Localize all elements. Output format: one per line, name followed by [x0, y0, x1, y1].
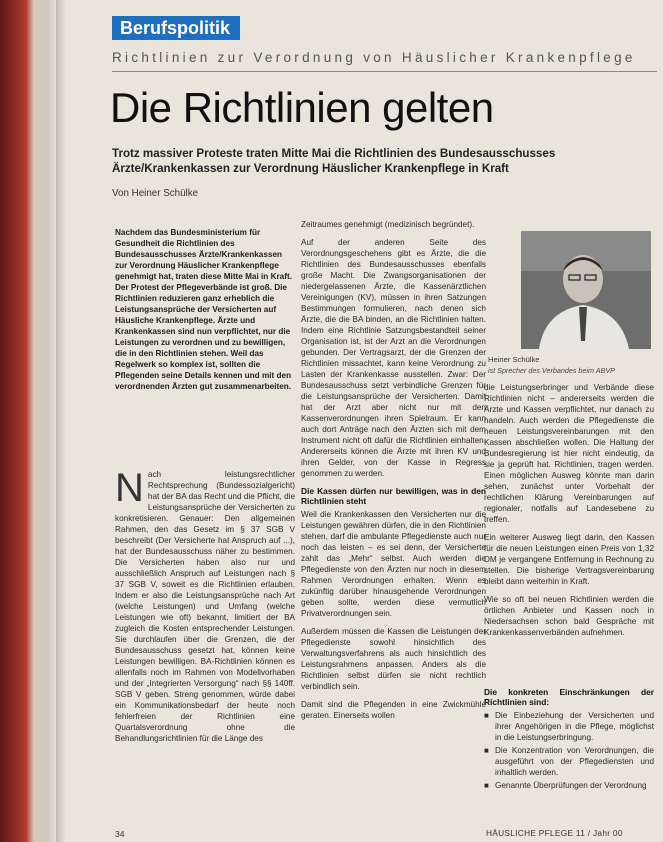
col2-paragraph-2: Auf der anderen Seite des Verordnungsgeschehens gibt es Ärzte, die die Richtlinien des Bundesausschusses ebenfalls große Macht. Die Zwangsorganisationen der niedergelassenen Ärzte, die Kassenärztlichen Vereinigungen (KV), müssen in ihren Satzungen Bestimmungen formulieren, nach denen sich Ärzte, die die BA binden, an die Richtlinien halten. Indem eine Richtlinie Satzungsbestandteil seiner Organisation ist, ist der Arzt an die Verordnungen gebunden. Der Vertragsarzt, der die Grenzen der Richtlinien missachtet, kann keine Verordnung zu Lasten der Krankenkasse ausstellen. Zwar: Der Bundesausschuss setzt verbindliche Grenzen für die Leistungsansprüche der Versicherten. Damit hat der Arzt aber nicht nur mit den Kassenverordnungen ihren Spielraum. Er kann auch dort Anträge nach den Ärzten sich mit dem Instrument nicht oft dafür die Richtlinien einhalten. Andererseits können die Ärzte mit ihren KV und ihren Gelder, von der Kasse in Regress genommen zu werden.	[301, 238, 486, 478]
photo-caption-name: Heiner Schülke	[488, 355, 540, 364]
intro-paragraph	[115, 227, 295, 457]
page-number: 34	[115, 829, 125, 839]
drop-cap: N	[115, 466, 144, 510]
byline: Von Heiner Schülke	[112, 188, 199, 199]
magazine-binding	[0, 0, 58, 842]
col2-paragraph-1: Zeitraumes genehmigt (medizinisch begründet).	[301, 220, 475, 229]
kicker-line: Richtlinien zur Verordnung von Häuslicher Krankenpflege	[112, 50, 636, 65]
author-photo	[521, 231, 651, 349]
binding-shadow	[56, 0, 66, 842]
col2-paragraph-5: Damit sind die Pflegenden in eine Zwickmühle geraten. Einerseits wollen	[301, 700, 486, 720]
restrictions-heading: Die konkreten Einschränkungen der Richtlinien sind:	[484, 687, 654, 707]
body-col1-text: ach leistungsrechtlicher Rechtsprechung (Bundessozialgericht) hat der BA das Recht und die Pflicht, die Leistungsansprüche der Versicherten zu konkretisieren. Genauer: Den allgemeinen Rahmen, den das Gesetz im § 37 SGB V beschreibt (Der Versicherte hat Anspruch auf ...), hat der Bundesausschuss näher zu bestimmen. Die Versicherten haben also nur und ausschließlich Anspruch auf Leistungen nach § 37 SGB V, soweit es die Richtlinien erlauben. Indem er also die Leistungsansprüche nach Art (welche Leistungen) und Umfang (welche Leistungen wie oft) bekannt, limitiert der BA zugleich die Kosten entsprechender Leistungen. Sie durchlaufen über die Grenzen, die der Bundesausschuss gesetzt hat, können keine Leistungen bewilligen. BA-Richtlinien können es allenfalls noch im Rahmen von Modellvorhaben und der „Integrierten Versorgung“ nach §§ 140ff. SGB V geben. Streng genommen, würde dabei ein Kommunikationsbedarf der heute noch fehlerfreien der Richtlinien eine Quartalsverordnung ohne die Behandlungsrichtlinien für die Länge des	[115, 470, 295, 743]
intro-text: Nachdem das Bundesministerium für Gesundheit die Richtlinien des Bundesausschusses Ärzte/Krankenkassen zur Verordnung Häuslicher Krankenpflege genehmigt hat, traten diese Mitte Mai in Kraft. Der Protest der Pflegeverbände ist groß. Die Richtlinien reduzieren ganz erheblich die Leistungsansprüche der Versicherten auf Häusliche Krankenpflege. Ärzte und Krankenkassen sind nun verpflichtet, nur die Leistungen zu verordnen und zu bewilligen, die in den Richtlinien stehen. Weil das Regelwerk so komplex ist, sollten die Pflegenden seine Details kennen und mit den verordnenden Ärzten gut zusammenarbeiten.	[115, 228, 292, 391]
restriction-item: ■ Die Konzentration von Verordnungen, die ausgeführt von der Pflegediensten und inhaltlich werden.	[484, 745, 654, 778]
body-column-2	[301, 219, 486, 819]
col3-paragraph-3: Wie so oft bei neuen Richtlinien werden die örtlichen Anbieter und Kassen noch in Niedersachsen schon bald Gespräche mit Krankenkassenverbänden aufnehmen.	[484, 595, 654, 637]
section-tag: Berufspolitik	[112, 16, 240, 40]
body-column-1	[115, 466, 295, 819]
body-column-3	[484, 382, 654, 672]
article-lead: Trotz massiver Proteste traten Mitte Mai die Richtlinien des Bundesausschusses Ärzte/Krankenkassen zur Verordnung Häuslicher Krankenpflege in Kraft	[112, 147, 556, 175]
photo-caption-role: ist Sprecher des Verbandes beim ABVP	[488, 366, 615, 375]
restrictions-box	[484, 681, 654, 821]
restriction-item: ■ Die Einbeziehung der Versicherten und ihrer Angehörigen in die Pflege, möglichst in die Leistungserbringung.	[484, 710, 654, 743]
restrictions-list	[484, 710, 654, 791]
col2-subheading: Die Kassen dürfen nur bewilligen, was in den Richtlinien steht	[301, 486, 486, 506]
col3-paragraph-1: die Leistungserbringer und Verbände diese Richtlinien nicht – andererseits werden die Ärzte und Kassen verpflichtet, nur danach zu handeln. Auch werden die Pflegedienste die neuen Leistungsvereinbarungen mit den Kassen abschließen wollen. Die Haltung der Bundesregierung ist hier nicht eindeutig, da sie ja geprüft hat. Richtlinien, tragen werden. Einen möglichen Ausweg könnte man darin sehen, zunächst unter Vorbehalt der rechtlichen Klärung Vereinbarungen auf regionaler, notfalls auf Landesebene zu treffen.	[484, 383, 654, 524]
article-headline: Die Richtlinien gelten	[110, 84, 494, 131]
author-portrait-image	[521, 231, 651, 349]
restriction-item: ■ Genannte Überprüfungen der Verordnung	[484, 780, 654, 791]
kicker-rule	[112, 71, 657, 72]
col2-paragraph-4: Außerdem müssen die Kassen die Leistungen der Pflegedienste sowohl hinsichtlich des Verwaltungsverfahrens als auch hinsichtlich des Leistungsrahmens anpassen. Anders als die Richtlinien selbst dürfen sie nicht rechtlich verbindlich sein.	[301, 627, 486, 691]
col2-paragraph-3: Weil die Krankenkassen den Versicherten nur die Leistungen gewähren dürfen, die in den Richtlinien stehen, darf die ambulante Pflegedienste auch nur noch das leisten – es sei denn, der Versicherte zahlt das „Mehr“ selbst. Auch werden die Pflegedienste von den Ärzten nur noch in diesem Rahmen Verordnungen erhalten. Wenn es zukünftig darüber hinausgehende Verordnungen geben sollte, werden diese vermutlich Privatverordnungen sein.	[301, 510, 486, 618]
col3-paragraph-2: Ein weiterer Ausweg liegt darin, den Kassen für die neuen Leistungen einen Preis von 1,32 DM je vergangene Entfernung in Rechnung zu stellen. Die bisherige Vertragsvereinbarung bleibt dann weiterhin in Kraft.	[484, 533, 654, 586]
magazine-footer: HÄUSLICHE PFLEGE 11 / Jahr 00	[486, 828, 623, 838]
